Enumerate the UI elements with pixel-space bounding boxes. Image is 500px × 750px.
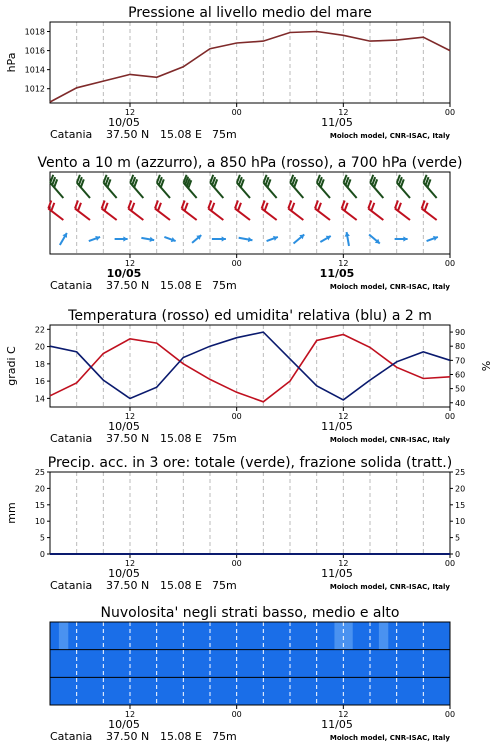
y-tick-label-right: 40 <box>455 398 466 408</box>
location-name: Catania <box>50 579 93 592</box>
barb-flag <box>395 201 398 209</box>
y-tick-label-right: 80 <box>455 342 466 352</box>
location-lon: 15.08 E <box>160 128 202 141</box>
wind-arrow-10m <box>294 235 305 244</box>
wind-arrow-10m <box>427 236 438 241</box>
y-tick-label-right: 25 <box>455 468 466 477</box>
wind-barb-700hPa <box>344 175 357 198</box>
x-tick-label: 00 <box>231 710 242 719</box>
plot-frame <box>50 22 450 103</box>
x-tick-label: 00 <box>444 710 456 719</box>
panel-title-3: Temperatura (rosso) ed umidita' relativa (blu) a 2 m <box>68 308 432 324</box>
wind-arrow-10m <box>89 236 100 241</box>
barb-flag <box>318 203 321 211</box>
location-lon: 15.08 E <box>160 432 202 445</box>
wind-barb-850hPa <box>262 201 277 220</box>
wind-barb-700hPa <box>184 175 197 198</box>
panel-title-4: Precip. acc. in 3 ore: totale (verde), frazione solida (tratt.) <box>47 455 453 471</box>
location-lon: 15.08 E <box>160 579 202 592</box>
barb-flag <box>265 203 268 211</box>
credit-text: Moloch model, CNR-ISAC, Italy <box>329 436 450 444</box>
y-tick-label: 16 <box>34 377 45 387</box>
y-axis-label-right: % <box>480 360 493 372</box>
barb-flag <box>398 203 401 211</box>
y-tick-label-right: 70 <box>455 356 466 366</box>
x-tick-label: 12 <box>124 259 136 268</box>
wind-barb-850hPa <box>235 201 250 220</box>
panel-title-1: Pressione al livello medio del mare <box>128 5 372 21</box>
wind-barb-700hPa <box>210 175 223 198</box>
series-line-1 <box>50 335 450 402</box>
x-tick-label: 12 <box>124 710 136 719</box>
barb-flag <box>238 203 241 211</box>
barb-shaft <box>317 183 330 198</box>
cloud-cell <box>343 622 352 650</box>
wind-arrow-10m <box>60 233 67 245</box>
wind-arrow-10m <box>164 237 175 242</box>
series-line-2 <box>50 332 450 400</box>
barb-shaft <box>104 183 117 198</box>
wind-barb-850hPa <box>368 201 383 220</box>
location-lat: 37.50 N <box>106 579 150 592</box>
barb-flag <box>368 201 371 209</box>
panel-3 <box>5 325 493 411</box>
barb-shaft <box>130 183 143 198</box>
barb-flag <box>288 201 291 209</box>
barb-flag <box>158 203 161 211</box>
y-tick-label: 1012 <box>24 84 45 94</box>
location-name: Catania <box>50 432 93 445</box>
date-label: 11/05 <box>321 567 353 580</box>
y-tick-label-right: 20 <box>455 484 466 494</box>
barb-flag <box>342 201 345 209</box>
wind-barb-700hPa <box>290 175 303 198</box>
location-name: Catania <box>50 279 93 292</box>
x-tick-label: 12 <box>338 559 349 568</box>
cloud-cell <box>334 622 343 650</box>
credit-text: Moloch model, CNR-ISAC, Italy <box>329 583 450 591</box>
wind-barb-850hPa <box>128 201 143 220</box>
wind-barb-700hPa <box>264 175 277 198</box>
y-tick-label-right: 90 <box>455 328 466 338</box>
wind-barb-700hPa <box>50 175 63 198</box>
barb-flag <box>78 203 81 211</box>
credit-text: Moloch model, CNR-ISAC, Italy <box>329 132 450 140</box>
panel-2 <box>48 172 450 258</box>
location-elev: 75m <box>212 730 237 743</box>
y-tick-label: 5 <box>39 533 45 543</box>
wind-barb-850hPa <box>182 201 197 220</box>
barb-flag <box>131 203 134 211</box>
y-tick-label: 1014 <box>24 65 45 75</box>
cloud-cell <box>379 622 388 650</box>
barb-shaft <box>370 183 383 198</box>
x-tick-label: 00 <box>444 559 456 568</box>
date-label: 11/05 <box>321 420 353 433</box>
cloud-cell <box>59 622 68 650</box>
date-label: 11/05 <box>321 718 353 731</box>
location-name: Catania <box>50 730 93 743</box>
panel-4 <box>5 472 453 558</box>
barb-flag <box>182 201 185 209</box>
barb-flag <box>422 201 425 209</box>
barb-shaft <box>77 183 90 198</box>
wind-barb-850hPa <box>155 201 170 220</box>
barb-flag <box>345 203 348 211</box>
y-tick-label: 0 <box>39 550 45 559</box>
wind-barb-700hPa <box>317 175 330 198</box>
barb-flag <box>48 201 51 209</box>
wind-arrow-10m <box>345 232 350 246</box>
y-tick-label: 1016 <box>24 46 45 56</box>
y-tick-label: 14 <box>34 394 45 404</box>
location-lat: 37.50 N <box>106 128 150 141</box>
barb-shaft <box>424 183 437 198</box>
panel-title-5: Nuvolosita' negli strati basso, medio e alto <box>100 605 400 621</box>
y-tick-label: 22 <box>34 325 45 335</box>
barb-flag <box>105 203 108 211</box>
barb-shaft <box>290 183 303 198</box>
cloud-background <box>50 622 450 705</box>
barb-shaft <box>264 183 277 198</box>
wind-barb-700hPa <box>104 175 117 198</box>
barb-flag <box>262 201 265 209</box>
y-axis-label: gradi C <box>5 346 18 386</box>
x-tick-label: 12 <box>338 412 349 421</box>
wind-barb-700hPa <box>397 175 410 198</box>
location-lon: 15.08 E <box>160 279 202 292</box>
y-tick-label: 15 <box>34 500 45 510</box>
barb-flag <box>102 201 105 209</box>
x-tick-label: 00 <box>444 259 456 268</box>
wind-arrow-10m <box>239 237 253 242</box>
y-axis-label: mm <box>5 502 18 524</box>
barb-flag <box>315 201 318 209</box>
barb-shaft <box>397 183 410 198</box>
wind-barb-850hPa <box>48 201 63 220</box>
barb-flag <box>75 201 78 209</box>
barb-flag <box>128 201 131 209</box>
x-tick-label: 12 <box>124 108 136 117</box>
wind-arrow-10m <box>141 237 154 242</box>
wind-barb-850hPa <box>208 201 223 220</box>
barb-flag <box>371 203 374 211</box>
wind-barb-850hPa <box>315 201 330 220</box>
barb-flag <box>211 203 214 211</box>
barb-flag <box>185 203 188 211</box>
wind-barb-700hPa <box>130 175 143 198</box>
wind-arrow-10m <box>212 236 226 241</box>
x-tick-label: 00 <box>444 108 456 117</box>
panel-5 <box>50 622 450 709</box>
y-tick-label-right: 50 <box>455 384 466 394</box>
wind-arrow-10m <box>115 236 128 241</box>
y-tick-label-right: 5 <box>455 533 461 543</box>
x-tick-label: 00 <box>444 412 456 421</box>
arrow-head <box>123 236 127 241</box>
wind-barb-850hPa <box>288 201 303 220</box>
x-tick-label: 12 <box>338 259 349 268</box>
barb-flag <box>291 203 294 211</box>
y-tick-label: 18 <box>34 359 45 369</box>
wind-barb-850hPa <box>342 201 357 220</box>
y-tick-label: 1018 <box>24 27 45 37</box>
x-tick-label: 12 <box>338 710 349 719</box>
location-elev: 75m <box>212 128 237 141</box>
location-name: Catania <box>50 128 93 141</box>
wind-arrow-10m <box>369 235 380 244</box>
y-tick-label-right: 10 <box>455 517 466 527</box>
barb-shaft <box>344 183 357 198</box>
plot-frame <box>50 472 450 554</box>
arrow-head <box>222 236 226 241</box>
barb-flag <box>51 203 54 211</box>
wind-barb-700hPa <box>424 175 437 198</box>
x-tick-label: 00 <box>231 108 242 117</box>
arrow-head <box>403 236 407 241</box>
date-label: 10/05 <box>108 116 140 129</box>
y-tick-label: 25 <box>34 468 45 477</box>
x-tick-label: 12 <box>338 108 349 117</box>
plot-frame <box>50 172 450 254</box>
credit-text: Moloch model, CNR-ISAC, Italy <box>329 283 450 291</box>
barb-flag <box>425 203 428 211</box>
barb-flag <box>235 201 238 209</box>
y-tick-label: 10 <box>34 517 45 527</box>
barb-shaft <box>157 183 170 198</box>
wind-barb-850hPa <box>395 201 410 220</box>
x-tick-label: 12 <box>124 559 136 568</box>
y-tick-label: 20 <box>34 342 45 352</box>
wind-arrow-10m <box>192 235 201 243</box>
wind-arrow-10m <box>320 236 330 242</box>
wind-barb-850hPa <box>422 201 437 220</box>
x-tick-label: 00 <box>231 559 242 568</box>
x-tick-label: 12 <box>124 412 136 421</box>
barb-shaft <box>237 183 250 198</box>
credit-text: Moloch model, CNR-ISAC, Italy <box>329 734 450 742</box>
location-elev: 75m <box>212 279 237 292</box>
wind-barb-700hPa <box>157 175 170 198</box>
date-label: 10/05 <box>108 420 140 433</box>
barb-shaft <box>50 183 63 198</box>
y-axis-label: hPa <box>5 52 18 73</box>
wind-barb-700hPa <box>237 175 250 198</box>
panel-1 <box>5 22 450 107</box>
location-lon: 15.08 E <box>160 730 202 743</box>
wind-barb-700hPa <box>77 175 90 198</box>
y-tick-label: 20 <box>34 484 45 494</box>
date-label: 10/05 <box>108 567 140 580</box>
y-tick-label-right: 15 <box>455 500 466 510</box>
date-label: 10/05 <box>108 718 140 731</box>
series-line-1 <box>50 32 450 103</box>
location-elev: 75m <box>212 579 237 592</box>
barb-flag <box>155 201 158 209</box>
wind-barb-700hPa <box>370 175 383 198</box>
x-tick-label: 00 <box>231 412 242 421</box>
wind-barb-850hPa <box>102 201 117 220</box>
panel-title-2: Vento a 10 m (azzurro), a 850 hPa (rosso), a 700 hPa (verde) <box>37 155 463 171</box>
wind-arrow-10m <box>267 236 278 241</box>
barb-flag <box>208 201 211 209</box>
location-lat: 37.50 N <box>106 730 150 743</box>
barb-shaft <box>210 183 223 198</box>
wind-barb-850hPa <box>75 201 90 220</box>
location-lat: 37.50 N <box>106 432 150 445</box>
date-label: 11/05 <box>321 116 353 129</box>
x-tick-label: 00 <box>231 259 242 268</box>
date-label: 11/05 <box>319 267 355 280</box>
date-label: 10/05 <box>106 267 142 280</box>
location-lat: 37.50 N <box>106 279 150 292</box>
y-tick-label-right: 60 <box>455 370 466 380</box>
y-tick-label-right: 0 <box>455 550 461 559</box>
location-elev: 75m <box>212 432 237 445</box>
